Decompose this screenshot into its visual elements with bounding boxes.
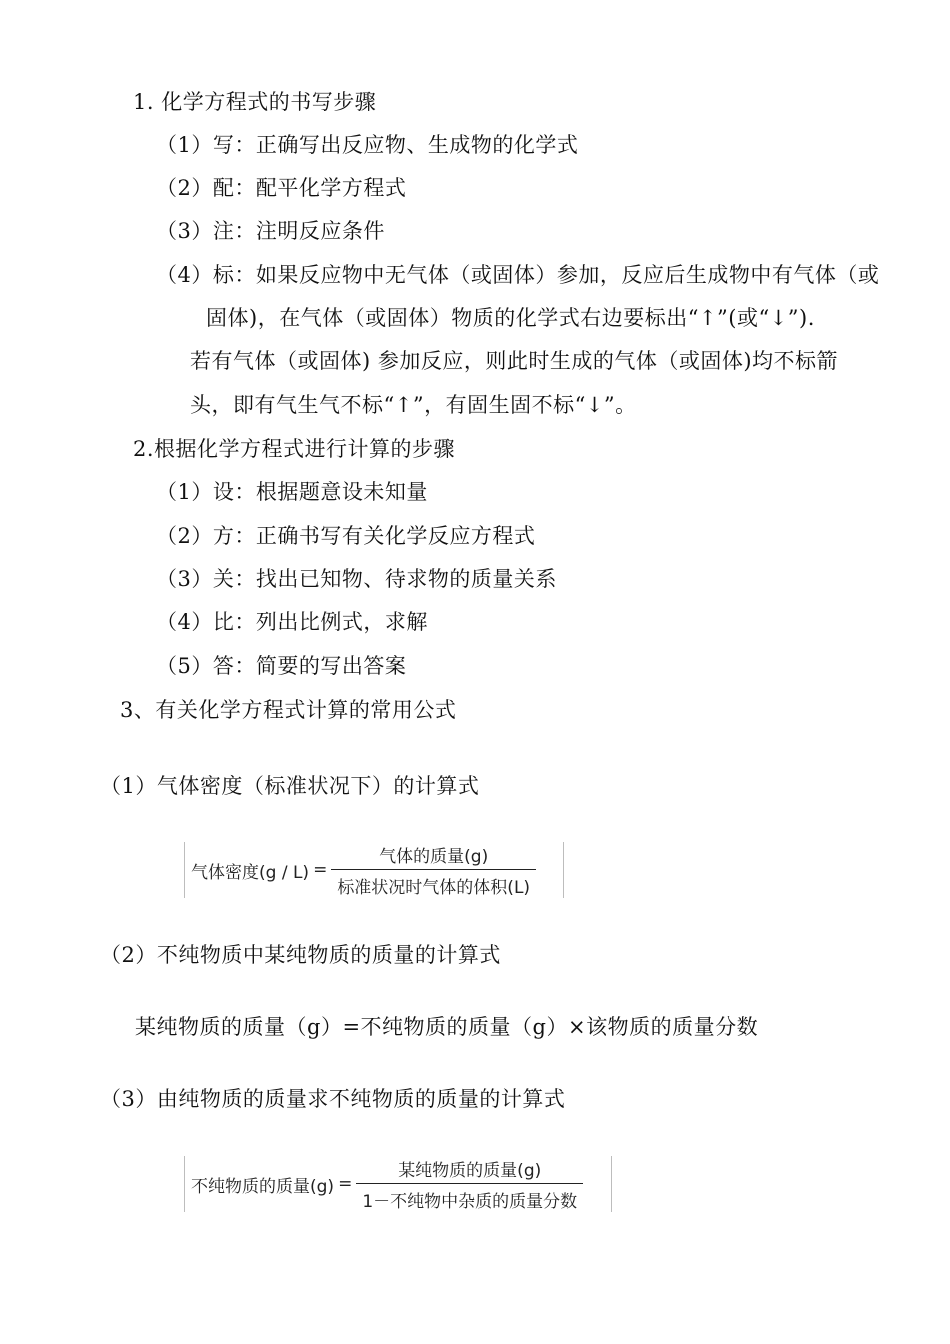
- gas-density-formula: [184, 842, 564, 898]
- section2-step-4: （4）比：列出比例式，求解: [156, 610, 428, 634]
- section3-title: 3、有关化学方程式计算的常用公式: [120, 698, 457, 722]
- formula1-denominator: 标准状况时气体的体积(L): [331, 869, 536, 898]
- section2-step-3: （3）关：找出已知物、待求物的质量关系: [156, 567, 557, 591]
- formula1-lhs: 气体密度(g / L): [191, 862, 310, 883]
- formula1-equals: =: [313, 860, 328, 880]
- section1-title: 1. 化学方程式的书写步骤: [133, 90, 377, 114]
- impure-mass-formula: [184, 1156, 612, 1212]
- formula2-heading: （2）不纯物质中某纯物质的质量的计算式: [100, 943, 501, 967]
- section1-step-4-line3: 若有气体（或固体) 参加反应，则此时生成的气体（或固体)均不标箭: [190, 349, 839, 373]
- formula2-text: 某纯物质的质量（g）=不纯物质的质量（g）×该物质的质量分数: [135, 1015, 759, 1039]
- formula1-heading: （1）气体密度（标准状况下）的计算式: [100, 774, 480, 798]
- formula3-denominator: 1－不纯物中杂质的质量分数: [356, 1183, 583, 1212]
- section2-step-2: （2）方：正确书写有关化学反应方程式: [156, 524, 536, 548]
- section2-step-5: （5）答：简要的写出答案: [156, 654, 407, 678]
- section1-step-2: （2）配：配平化学方程式: [156, 176, 407, 200]
- formula1-fraction: [331, 842, 536, 898]
- formula3-equals: =: [338, 1174, 353, 1194]
- section1-step-4-line2: 固体)，在气体（或固体）物质的化学式右边要标出“↑”(或“↓”).: [206, 306, 815, 330]
- formula3-heading: （3）由纯物质的质量求不纯物质的质量的计算式: [100, 1087, 566, 1111]
- section1-step-1: （1）写：正确写出反应物、生成物的化学式: [156, 133, 579, 157]
- formula3-lhs: 不纯物质的质量(g): [191, 1176, 335, 1197]
- section1-step-3: （3）注：注明反应条件: [156, 219, 385, 243]
- section1-step-4-line4: 头，即有气生气不标“↑”，有固生固不标“↓”。: [190, 393, 637, 417]
- section2-title: 2.根据化学方程式进行计算的步骤: [133, 437, 456, 461]
- section2-step-1: （1）设：根据题意设未知量: [156, 480, 428, 504]
- formula1-numerator: 气体的质量(g): [379, 847, 489, 867]
- formula3-numerator: 某纯物质的质量(g): [398, 1161, 542, 1181]
- section1-step-4-line1: （4）标：如果反应物中无气体（或固体）参加，反应后生成物中有气体（或: [156, 263, 880, 287]
- formula3-fraction: [356, 1156, 583, 1212]
